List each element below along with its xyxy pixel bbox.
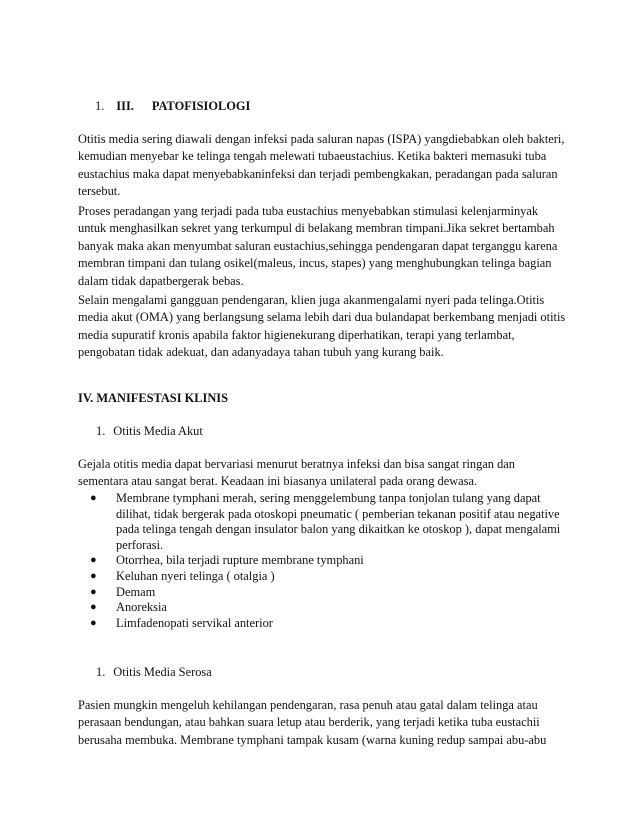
list-item: ● Membrane tymphani merah, sering menggelembung tanpa tonjolan tulang yang dapat dilihat, tidak bergerak pada otoskopi pneumatic ( pemberian tekanan positif atau negative pada telinga tengah dengan insulator balon yang dikaitkan ke otoskop ), dapat mengalami perforasi.: [90, 491, 561, 552]
list-item: ● Keluhan nyeri telinga ( otalgia ): [90, 568, 275, 583]
list-item: ● Anoreksia: [90, 600, 167, 615]
symptom-list: [90, 491, 570, 631]
list-number: 1.: [96, 665, 106, 679]
list-item: ● Otorrhea, bila terjadi rupture membrane tymphani: [90, 553, 364, 568]
bullet-icon: ●: [90, 585, 97, 598]
bullet-icon: ●: [90, 492, 97, 504]
section-heading-patofisiologi: [95, 98, 250, 115]
subheading-title: Otitis Media Serosa: [113, 665, 212, 679]
bullet-icon: ●: [90, 616, 97, 629]
paragraph-patofisiologi-3: Selain mengalami gangguan pendengaran, klien juga akanmengalami nyeri pada telinga.Otitis media akut (OMA) yang berlangsung selama lebih dari dua bulandapat berkembang menjadi otitis media supuratif kronis apabila faktor higienekurang diperhatikan, terapi yang terlambat, pengobatan tidak adekuat, dan adanyadaya tahan tubuh yang kurang baik.: [78, 293, 566, 360]
list-number: 1.: [96, 424, 106, 438]
section-title: PATOFISIOLOGI: [151, 99, 251, 113]
subheading-oms: [96, 664, 212, 681]
paragraph-patofisiologi-1: Otitis media sering diawali dengan infeksi pada saluran napas (ISPA) yangdiebabkan oleh bakteri, kemudian menyebar ke telinga tengah melewati tubaeustachius. Ketika bakteri memasuki tuba eustachius maka dapat menyebabkaninfeksi dan terjadi pembengkakan, peradangan pada saluran tersebut.: [78, 132, 565, 199]
list-item: ● Limfadenopati servikal anterior: [90, 615, 273, 630]
paragraph-oms: Pasien mungkin mengeluh kehilangan pendengaran, rasa penuh atau gatal dalam telinga atau perasaan bendungan, atau bahkan suara letup atau berderik, yang terjadi ketika tuba eustachii berusaha membuka. Membrane tymphani tampak kusam (warna kuning redup sampai abu-abu: [78, 698, 547, 747]
bullet-icon: ●: [90, 569, 97, 582]
subheading-title: Otitis Media Akut: [113, 424, 203, 438]
section-heading-manifestasi: IV. MANIFESTASI KLINIS: [78, 391, 228, 405]
bullet-icon: ●: [90, 554, 97, 567]
bullet-icon: ●: [90, 601, 97, 614]
list-number: 1.: [95, 99, 105, 113]
paragraph-oma: Gejala otitis media dapat bervariasi menurut beratnya infeksi dan bisa sangat ringan dan sementara atau sangat berat. Keadaan ini biasanya unilateral pada orang dewasa.: [78, 457, 515, 489]
roman-numeral: III.: [116, 99, 134, 113]
subheading-oma: [96, 423, 203, 440]
list-item: ● Demam: [90, 584, 156, 599]
paragraph-patofisiologi-2: Proses peradangan yang terjadi pada tuba eustachius menyebabkan stimulasi kelenjarminyak untuk menghasilkan sekret yang terkumpul di belakang membran timpani.Jika sekret bertambah banyak maka akan menyumbat saluran eustachius,sehingga pendengaran dapat terganggu karena membran timpani dan tulang osikel(maleus, incus, stapes) yang menghubungkan telinga bagian dalam tidak dapatbergerak bebas.: [78, 204, 558, 288]
